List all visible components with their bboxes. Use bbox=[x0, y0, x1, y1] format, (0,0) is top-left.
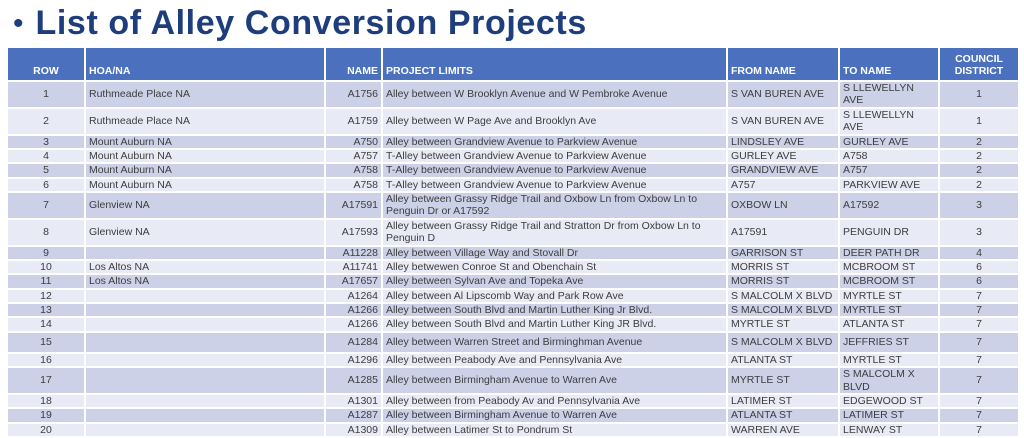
cell-to: S MALCOLM X BLVD bbox=[840, 368, 938, 393]
cell-limits: Alley between Grandview Avenue to Parkview Avenue bbox=[383, 136, 726, 148]
cell-from: OXBOW LN bbox=[728, 193, 838, 218]
cell-hoa bbox=[86, 304, 324, 316]
cell-hoa: Mount Auburn NA bbox=[86, 150, 324, 162]
cell-row: 1 bbox=[8, 82, 84, 107]
cell-row: 10 bbox=[8, 261, 84, 273]
table-row bbox=[8, 275, 1018, 287]
cell-name: A1284 bbox=[326, 333, 381, 352]
cell-name: A758 bbox=[326, 164, 381, 176]
cell-row: 9 bbox=[8, 247, 84, 259]
cell-limits: Alley between Al Lipscomb Way and Park Row Ave bbox=[383, 290, 726, 302]
cell-from: WARREN AVE bbox=[728, 424, 838, 436]
cell-district: 7 bbox=[940, 333, 1018, 352]
cell-row: 12 bbox=[8, 290, 84, 302]
cell-name: A11228 bbox=[326, 247, 381, 259]
cell-hoa: Ruthmeade Place NA bbox=[86, 82, 324, 107]
cell-to: S LLEWELLYN AVE bbox=[840, 109, 938, 134]
cell-district: 3 bbox=[940, 220, 1018, 245]
cell-from: GRANDVIEW AVE bbox=[728, 164, 838, 176]
column-header-from: FROM NAME bbox=[728, 48, 838, 80]
table-header-row bbox=[8, 48, 1018, 80]
cell-district: 2 bbox=[940, 150, 1018, 162]
cell-hoa bbox=[86, 409, 324, 421]
cell-from: S VAN BUREN AVE bbox=[728, 82, 838, 107]
cell-to: LENWAY ST bbox=[840, 424, 938, 436]
cell-limits: Alley between Sylvan Ave and Topeka Ave bbox=[383, 275, 726, 287]
cell-from: S MALCOLM X BLVD bbox=[728, 304, 838, 316]
table-body bbox=[8, 82, 1018, 436]
cell-row: 3 bbox=[8, 136, 84, 148]
cell-to: MCBROOM ST bbox=[840, 275, 938, 287]
table-row bbox=[8, 109, 1018, 134]
cell-hoa bbox=[86, 354, 324, 366]
cell-hoa bbox=[86, 368, 324, 393]
cell-district: 6 bbox=[940, 261, 1018, 273]
cell-to: MYRTLE ST bbox=[840, 354, 938, 366]
cell-limits: Alley betwewen Conroe St and Obenchain St bbox=[383, 261, 726, 273]
cell-limits: Alley between Latimer St to Pondrum St bbox=[383, 424, 726, 436]
cell-from: ATLANTA ST bbox=[728, 409, 838, 421]
cell-name: A1309 bbox=[326, 424, 381, 436]
cell-to: A17592 bbox=[840, 193, 938, 218]
cell-limits: T-Alley between Grandview Avenue to Parkview Avenue bbox=[383, 164, 726, 176]
table-row bbox=[8, 261, 1018, 273]
cell-limits: Alley between South Blvd and Martin Luther King JR Blvd. bbox=[383, 318, 726, 330]
cell-district: 7 bbox=[940, 318, 1018, 330]
cell-row: 11 bbox=[8, 275, 84, 287]
cell-to: DEER PATH DR bbox=[840, 247, 938, 259]
table-row bbox=[8, 179, 1018, 191]
table-row bbox=[8, 220, 1018, 245]
cell-limits: Alley between W Page Ave and Brooklyn Ave bbox=[383, 109, 726, 134]
cell-to: A757 bbox=[840, 164, 938, 176]
table-row bbox=[8, 318, 1018, 330]
cell-from: MYRTLE ST bbox=[728, 318, 838, 330]
cell-from: ATLANTA ST bbox=[728, 354, 838, 366]
cell-row: 20 bbox=[8, 424, 84, 436]
cell-from: MORRIS ST bbox=[728, 261, 838, 273]
projects-table bbox=[6, 46, 1020, 438]
cell-hoa bbox=[86, 290, 324, 302]
cell-hoa: Ruthmeade Place NA bbox=[86, 109, 324, 134]
cell-row: 19 bbox=[8, 409, 84, 421]
table-row bbox=[8, 82, 1018, 107]
cell-hoa: Glenview NA bbox=[86, 193, 324, 218]
table-row bbox=[8, 424, 1018, 436]
cell-district: 7 bbox=[940, 395, 1018, 407]
cell-district: 3 bbox=[940, 193, 1018, 218]
page-title-text: List of Alley Conversion Projects bbox=[35, 4, 587, 42]
cell-from: GARRISON ST bbox=[728, 247, 838, 259]
cell-name: A11741 bbox=[326, 261, 381, 273]
cell-name: A1301 bbox=[326, 395, 381, 407]
cell-row: 17 bbox=[8, 368, 84, 393]
cell-name: A17591 bbox=[326, 193, 381, 218]
table-row bbox=[8, 290, 1018, 302]
table-row bbox=[8, 354, 1018, 366]
cell-name: A758 bbox=[326, 179, 381, 191]
cell-limits: T-Alley between Grandview Avenue to Parkview Avenue bbox=[383, 150, 726, 162]
cell-name: A1296 bbox=[326, 354, 381, 366]
cell-from: GURLEY AVE bbox=[728, 150, 838, 162]
table-row bbox=[8, 193, 1018, 218]
cell-name: A1264 bbox=[326, 290, 381, 302]
cell-row: 18 bbox=[8, 395, 84, 407]
cell-district: 1 bbox=[940, 82, 1018, 107]
table-row bbox=[8, 164, 1018, 176]
cell-name: A1266 bbox=[326, 318, 381, 330]
cell-from: MYRTLE ST bbox=[728, 368, 838, 393]
cell-to: LATIMER ST bbox=[840, 409, 938, 421]
cell-hoa bbox=[86, 318, 324, 330]
cell-limits: Alley between Birmingham Avenue to Warren Ave bbox=[383, 368, 726, 393]
cell-from: LATIMER ST bbox=[728, 395, 838, 407]
cell-district: 6 bbox=[940, 275, 1018, 287]
cell-limits: Alley between Peabody Ave and Pennsylvania Ave bbox=[383, 354, 726, 366]
cell-hoa bbox=[86, 333, 324, 352]
column-header-limits: PROJECT LIMITS bbox=[383, 48, 726, 80]
cell-row: 6 bbox=[8, 179, 84, 191]
cell-hoa: Mount Auburn NA bbox=[86, 164, 324, 176]
cell-row: 16 bbox=[8, 354, 84, 366]
cell-name: A1759 bbox=[326, 109, 381, 134]
cell-limits: Alley between from Peabody Av and Pennsylvania Ave bbox=[383, 395, 726, 407]
cell-to: PARKVIEW AVE bbox=[840, 179, 938, 191]
cell-district: 7 bbox=[940, 424, 1018, 436]
cell-district: 2 bbox=[940, 136, 1018, 148]
cell-to: JEFFRIES ST bbox=[840, 333, 938, 352]
table-row bbox=[8, 409, 1018, 421]
cell-hoa bbox=[86, 424, 324, 436]
cell-district: 7 bbox=[940, 354, 1018, 366]
cell-from: S MALCOLM X BLVD bbox=[728, 290, 838, 302]
cell-hoa: Glenview NA bbox=[86, 220, 324, 245]
cell-from: A17591 bbox=[728, 220, 838, 245]
cell-to: A758 bbox=[840, 150, 938, 162]
column-header-name: NAME bbox=[326, 48, 381, 80]
table-row bbox=[8, 333, 1018, 352]
column-header-row: ROW bbox=[8, 48, 84, 80]
cell-district: 7 bbox=[940, 368, 1018, 393]
cell-limits: Alley between South Blvd and Martin Luther King Jr Blvd. bbox=[383, 304, 726, 316]
cell-from: S VAN BUREN AVE bbox=[728, 109, 838, 134]
cell-from: LINDSLEY AVE bbox=[728, 136, 838, 148]
title-bullet: • bbox=[13, 6, 24, 40]
cell-limits: Alley between Village Way and Stovall Dr bbox=[383, 247, 726, 259]
cell-district: 2 bbox=[940, 179, 1018, 191]
cell-to: GURLEY AVE bbox=[840, 136, 938, 148]
cell-row: 15 bbox=[8, 333, 84, 352]
cell-to: ATLANTA ST bbox=[840, 318, 938, 330]
cell-row: 8 bbox=[8, 220, 84, 245]
cell-district: 7 bbox=[940, 304, 1018, 316]
cell-hoa: Mount Auburn NA bbox=[86, 179, 324, 191]
cell-hoa: Los Altos NA bbox=[86, 275, 324, 287]
cell-limits: Alley between Warren Street and Birminghman Avenue bbox=[383, 333, 726, 352]
cell-from: MORRIS ST bbox=[728, 275, 838, 287]
cell-row: 14 bbox=[8, 318, 84, 330]
cell-hoa: Mount Auburn NA bbox=[86, 136, 324, 148]
table-row bbox=[8, 395, 1018, 407]
cell-district: 7 bbox=[940, 409, 1018, 421]
table-row bbox=[8, 247, 1018, 259]
column-header-hoa: HOA/NA bbox=[86, 48, 324, 80]
cell-row: 7 bbox=[8, 193, 84, 218]
cell-hoa bbox=[86, 395, 324, 407]
cell-name: A17657 bbox=[326, 275, 381, 287]
table-row bbox=[8, 136, 1018, 148]
cell-row: 2 bbox=[8, 109, 84, 134]
cell-district: 1 bbox=[940, 109, 1018, 134]
cell-district: 7 bbox=[940, 290, 1018, 302]
table-row bbox=[8, 150, 1018, 162]
cell-to: PENGUIN DR bbox=[840, 220, 938, 245]
cell-district: 2 bbox=[940, 164, 1018, 176]
cell-limits: Alley between W Brooklyn Avenue and W Pembroke Avenue bbox=[383, 82, 726, 107]
cell-name: A1285 bbox=[326, 368, 381, 393]
cell-name: A17593 bbox=[326, 220, 381, 245]
cell-limits: Alley between Grassy Ridge Trail and Stratton Dr from Oxbow Ln to Penguin D bbox=[383, 220, 726, 245]
cell-name: A750 bbox=[326, 136, 381, 148]
cell-from: S MALCOLM X BLVD bbox=[728, 333, 838, 352]
cell-limits: Alley between Birmingham Avenue to Warren Ave bbox=[383, 409, 726, 421]
column-header-to: TO NAME bbox=[840, 48, 938, 80]
cell-name: A1266 bbox=[326, 304, 381, 316]
cell-name: A1756 bbox=[326, 82, 381, 107]
cell-hoa: Los Altos NA bbox=[86, 261, 324, 273]
cell-to: MYRTLE ST bbox=[840, 304, 938, 316]
cell-to: MCBROOM ST bbox=[840, 261, 938, 273]
cell-name: A1287 bbox=[326, 409, 381, 421]
cell-row: 13 bbox=[8, 304, 84, 316]
cell-limits: T-Alley between Grandview Avenue to Parkview Avenue bbox=[383, 179, 726, 191]
column-header-district: COUNCIL DISTRICT bbox=[940, 48, 1018, 80]
cell-to: EDGEWOOD ST bbox=[840, 395, 938, 407]
table-row bbox=[8, 368, 1018, 393]
table-row bbox=[8, 304, 1018, 316]
cell-limits: Alley between Grassy Ridge Trail and Oxbow Ln from Oxbow Ln to Penguin Dr or A17592 bbox=[383, 193, 726, 218]
cell-name: A757 bbox=[326, 150, 381, 162]
cell-from: A757 bbox=[728, 179, 838, 191]
cell-to: MYRTLE ST bbox=[840, 290, 938, 302]
cell-district: 4 bbox=[940, 247, 1018, 259]
cell-hoa bbox=[86, 247, 324, 259]
cell-row: 5 bbox=[8, 164, 84, 176]
cell-row: 4 bbox=[8, 150, 84, 162]
cell-to: S LLEWELLYN AVE bbox=[840, 82, 938, 107]
page-title bbox=[0, 0, 1024, 46]
